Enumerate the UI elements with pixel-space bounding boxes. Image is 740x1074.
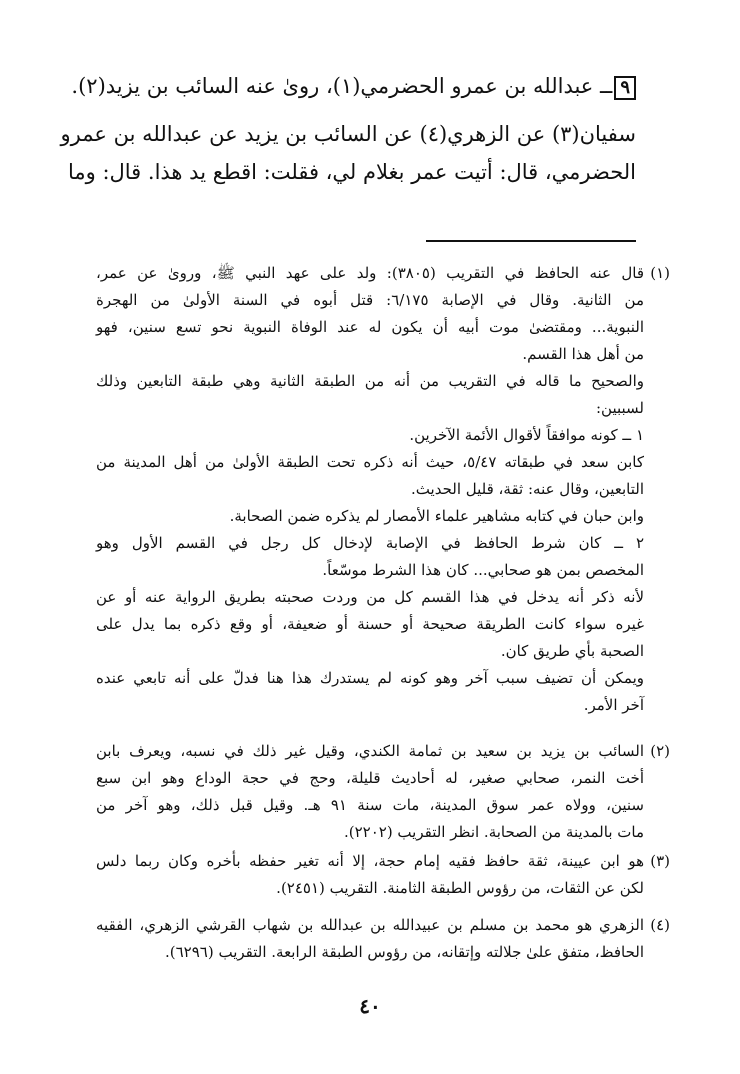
main-text-line-3: الحضرمي، قال: أتيت عمر بغلام لي، فقلت: اقطع يد هذا. قال: وما [67, 160, 636, 184]
main-text-line-2: سفيان(٣) عن الزهري(٤) عن السائب بن يزيد عن عبدالله بن عمرو [60, 122, 636, 146]
footnote-line: لسببين: [595, 399, 644, 417]
footnote-line: التابعين، وقال عنه: ثقة، قليل الحديث. [411, 480, 644, 498]
footnote-line: ١ ــ كونه موافقاً لأقوال الأئمة الآخرين. [409, 426, 644, 444]
footnote-line: من أهل هذا القسم. [522, 345, 644, 363]
main-line-1 [71, 74, 636, 100]
footnote-number-1: (١) [650, 264, 670, 282]
footnote-line: غيره سواء كانت الطريقة صحيحة أو حسنة أو ضعيفة، أو وقع ذكره بما يدل على [96, 615, 644, 633]
page-number: ٤٠ [359, 994, 381, 1018]
footnote-line: لأنه ذكر أنه يدخل في هذا القسم كل من وردت صحبته بطريق الرواية عنه أو عن [96, 588, 644, 606]
footnote-line: النبوية... ومقتضىٰ موت أبيه أن يكون له عند الوفاة النبوية نحو تسع سنين، فهو [96, 318, 644, 336]
footnote-line: والصحيح ما قاله في التقريب من أنه من الطبقة الثانية وهي طبقة التابعين وذلك [96, 372, 644, 390]
footnote-number-2: (٢) [650, 742, 670, 760]
footnote-line: سنين، وولاه عمر سوق المدينة، مات سنة ٩١ هـ. وقيل قبل ذلك، وهو آخر من [96, 796, 644, 814]
footnote-separator [426, 240, 636, 242]
footnote-line: ويمكن أن تضيف سبب آخر وهو كونه لم يستدرك هذا هنا فدلّ على أنه تابعي عنده [96, 669, 644, 687]
footnote-line: من الثانية. وقال في الإصابة ٦/١٧٥: قتل أبوه في السنة الأولىٰ من الهجرة [96, 291, 644, 309]
footnote-line: الحافظ، متفق علىٰ جلالته وإتقانه، من رؤوس الطبقة الرابعة. التقريب (٦٢٩٦). [164, 943, 644, 961]
footnote-line: ٢ ــ كان شرط الحافظ في الإصابة لإدخال كل رجل في القسم الأول وهو [96, 534, 644, 552]
footnote-line: الصحبة بأي طريق كان. [500, 642, 644, 660]
footnote-line: أخت النمر، صحابي صغير، له أحاديث قليلة، وحج في حجة الوداع وهو ابن سبع [96, 769, 644, 787]
footnote-number-3: (٣) [650, 852, 670, 870]
footnote-line: لكن عن الثقات، من رؤوس الطبقة الثامنة. التقريب (٢٤٥١). [276, 879, 644, 897]
footnote-line: وابن حبان في كتابه مشاهير علماء الأمصار لم يذكره ضمن الصحابة. [229, 507, 644, 525]
footnote-line: آخر الأمر. [583, 696, 644, 714]
footnote-line: الزهري هو محمد بن مسلم بن عبيدالله بن عبدالله بن شهاب القرشي الزهري، الفقيه [96, 916, 644, 934]
footnote-line: قال عنه الحافظ في التقريب (٣٨٠٥): ولد على عهد النبي ﷺ، وروىٰ عن عمر، [96, 264, 644, 282]
footnote-line: مات بالمدينة من الصحابة. انظر التقريب (٢٢٠٢). [343, 823, 644, 841]
footnote-line: هو ابن عيينة، ثقة حافظ فقيه إمام حجة، إلا أنه تغير حفظه بأخره وكان ربما دلس [96, 852, 644, 870]
main-text-line-1: ــ عبدالله بن عمرو الحضرمي(١)، روىٰ عنه السائب بن يزيد(٢). [71, 74, 613, 98]
footnote-line: كابن سعد في طبقاته ٥/٤٧، حيث أنه ذكره تحت الطبقة الأولىٰ من أهل المدينة من [96, 453, 644, 471]
entry-number: ٩ [614, 76, 636, 100]
footnote-number-4: (٤) [650, 916, 670, 934]
footnote-line: المخصص بمن هو صحابي... كان هذا الشرط موسّعاً. [322, 561, 644, 579]
footnote-line: السائب بن يزيد بن سعيد بن ثمامة الكندي، وقيل غير ذلك في نسبه، ويعرف بابن [96, 742, 644, 760]
